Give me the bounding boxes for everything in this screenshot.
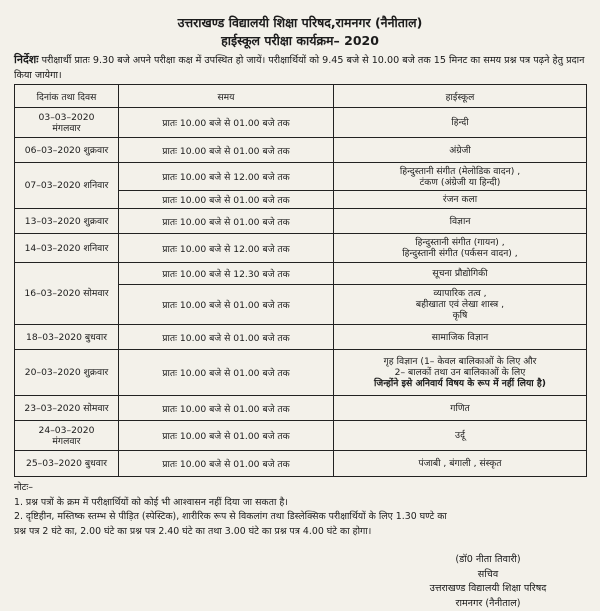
- table-row: [15, 138, 587, 163]
- note-1: 1. प्रश्न पत्रों के क्रम में परीक्षार्थियों को कोई भी आश्वासन नहीं दिया जा सकता है।: [14, 496, 288, 508]
- time-cell: प्रातः 10.00 बजे से 01.00 बजे तक: [119, 138, 334, 163]
- table-row: [15, 421, 587, 451]
- subject-cell: अंग्रेजी: [334, 138, 587, 163]
- header-subject: हाईस्कूल: [334, 85, 587, 108]
- subject-cell: विज्ञान: [334, 209, 587, 234]
- subject-cell: हिन्दुस्तानी संगीत (गायन) , हिन्दुस्तानी संगीत (पर्कसन वादन) ,: [334, 234, 587, 263]
- time-cell: प्रातः 10.00 बजे से 12.00 बजे तक: [119, 163, 334, 191]
- time-cell: प्रातः 10.00 बजे से 01.00 बजे तक: [119, 209, 334, 234]
- signatory-place: रामनगर (नैनीताल): [455, 597, 521, 609]
- time-cell: प्रातः 10.00 बजे से 12.00 बजे तक: [119, 234, 334, 263]
- subject-cell: हिन्दी: [334, 108, 587, 138]
- subject-cell: गणित: [334, 396, 587, 421]
- signature-block: [378, 553, 598, 611]
- table-row: [15, 234, 587, 263]
- date-cell: 14–03–2020 शनिवार: [15, 234, 119, 263]
- subject-cell: हिन्दुस्तानी संगीत (मेलोडिक वादन) , टंकण (अंग्रेजी या हिन्दी): [334, 163, 587, 191]
- table-row: [15, 108, 587, 138]
- subject-cell: सूचना प्रौद्योगिकी: [334, 263, 587, 285]
- date-cell: 18–03–2020 बुधवार: [15, 325, 119, 350]
- notes: [14, 481, 592, 539]
- date-cell: 07–03–2020 शनिवार: [15, 163, 119, 209]
- notes-label: नोटः–: [14, 482, 33, 493]
- date-cell: 13–03–2020 शुक्रवार: [15, 209, 119, 234]
- header-date: दिनांक तथा दिवस: [15, 85, 119, 108]
- time-cell: प्रातः 10.00 बजे से 01.00 बजे तक: [119, 421, 334, 451]
- header-time: समय: [119, 85, 334, 108]
- time-cell: प्रातः 10.00 बजे से 01.00 बजे तक: [119, 451, 334, 477]
- date-cell: 16–03–2020 सोमवार: [15, 263, 119, 325]
- note-2: 2. दृष्टिहीन, मस्तिष्क स्तम्भ से पीड़ित (स्पेस्टिक), शारीरिक रूप से विकलांग तथा डिस्लेक्सिक परीक्षार्थियों के लिए 1.30 घण्टे का: [14, 511, 447, 522]
- signatory-org: उत्तराखण्ड विद्यालयी शिक्षा परिषद: [429, 583, 547, 594]
- date-cell: 24–03–2020 मंगलवार: [15, 421, 119, 451]
- subject-cell: गृह विज्ञान (1– केवल बालिकाओं के लिए और 2– बालकों तथा उन बालिकाओं के लिए जिन्होंने इसे अनिवार्य विषय के रूप में नहीं लिया है): [334, 350, 587, 396]
- subject-cell: उर्दू: [334, 421, 587, 451]
- subject-cell: पंजाबी , बंगाली , संस्कृत: [334, 451, 587, 477]
- time-cell: प्रातः 10.00 बजे से 01.00 बजे तक: [119, 350, 334, 396]
- signatory-name: (डॉ0 नीता तिवारी): [455, 554, 521, 565]
- table-row: [15, 209, 587, 234]
- subject-cell: व्यापारिक तत्व , बहीखाता एवं लेखा शास्त्र , कृषि: [334, 285, 587, 325]
- table-row: [15, 263, 587, 285]
- time-cell: प्रातः 10.00 बजे से 01.00 बजे तक: [119, 396, 334, 421]
- exam-program-title: हाईस्कूल परीक्षा कार्यक्रम– 2020: [221, 33, 379, 48]
- subject-cell: सामाजिक विज्ञान: [334, 325, 587, 350]
- table-row: [15, 350, 587, 396]
- date-cell: 03–03–2020 मंगलवार: [15, 108, 119, 138]
- table-row: [15, 396, 587, 421]
- date-cell: 23–03–2020 सोमवार: [15, 396, 119, 421]
- time-cell: प्रातः 10.00 बजे से 01.00 बजे तक: [119, 325, 334, 350]
- note-3: प्रश्न पत्र 2 घंटे का, 2.00 घंटे का प्रश्न पत्र 2.40 घंटे का तथा 3.00 घंटे का प्रश्न पत्र 4.00 घंटे का होगा।: [14, 525, 372, 537]
- date-cell: 20–03–2020 शुक्रवार: [15, 350, 119, 396]
- instructions-text: परीक्षार्थी प्रातः 9.30 बजे अपने परीक्षा कक्ष में उपस्थित हो जायें। परीक्षार्थियों को 9.45 बजे से 10.00 बजे तक 15 मिनट का समय प्रश्न पत्र पढ़ने हेतु प्रदान किया जायेगा।: [14, 55, 585, 81]
- date-cell: 06–03–2020 शुक्रवार: [15, 138, 119, 163]
- time-cell: प्रातः 10.00 बजे से 12.30 बजे तक: [119, 263, 334, 285]
- table-header-row: [15, 85, 587, 108]
- table-row: [15, 163, 587, 191]
- signatory-designation: सचिव: [477, 568, 499, 580]
- table-row: [15, 451, 587, 477]
- board-title: उत्तराखण्ड विद्यालयी शिक्षा परिषद,रामनगर (नैनीताल): [177, 15, 423, 30]
- date-cell: 25–03–2020 बुधवार: [15, 451, 119, 477]
- schedule-table: [14, 84, 587, 477]
- instructions: [14, 52, 586, 83]
- instructions-label: निर्देशः: [14, 53, 39, 66]
- table-row: [15, 325, 587, 350]
- time-cell: प्रातः 10.00 बजे से 01.00 बजे तक: [119, 191, 334, 209]
- time-cell: प्रातः 10.00 बजे से 01.00 बजे तक: [119, 108, 334, 138]
- time-cell: प्रातः 10.00 बजे से 01.00 बजे तक: [119, 285, 334, 325]
- subject-cell: रंजन कला: [334, 191, 587, 209]
